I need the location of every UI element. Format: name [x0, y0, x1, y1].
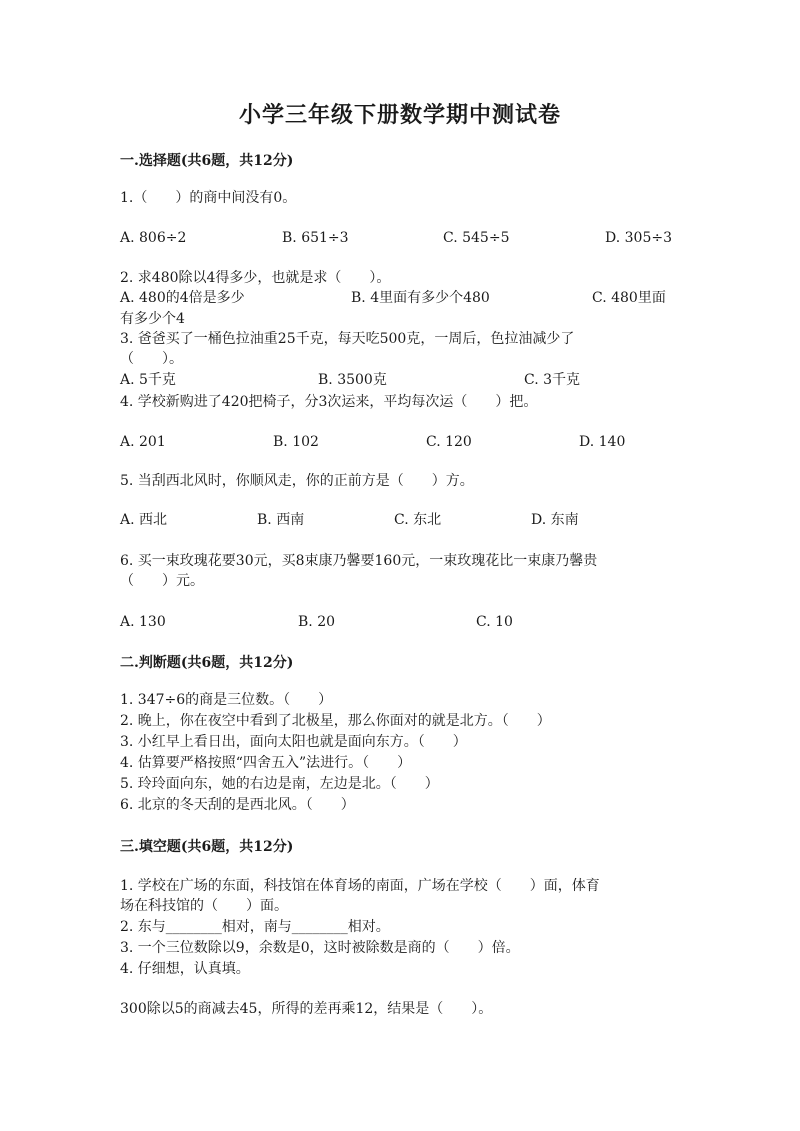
fill-item-1: 1. 学校在广场的东面，科技馆在体育场的南面，广场在学校（ ）面，体育 [120, 878, 600, 894]
q4-option-b: B. 102 [273, 434, 319, 450]
judge-item-6: 6. 北京的冬天刮的是西北风。（ ） [120, 797, 355, 813]
q2-option-b: B. 4里面有多少个480 [351, 290, 490, 306]
question-6-continued: （ ）元。 [120, 573, 204, 589]
judge-item-1: 1. 347÷6的商是三位数。（ ） [120, 692, 333, 708]
fill-item-4: 4. 仔细想，认真填。 [120, 961, 250, 977]
q1-option-a: A. 806÷2 [120, 230, 187, 246]
fill-item-4-problem: 300除以5的商减去45，所得的差再乘12，结果是（ ）。 [120, 1001, 493, 1017]
q6-option-b: B. 20 [298, 614, 336, 630]
question-6: 6. 买一束玫瑰花要30元，买8束康乃馨要160元，一束玫瑰花比一束康乃馨贵 [120, 553, 598, 569]
q1-option-b: B. 651÷3 [282, 230, 349, 246]
judge-item-4: 4. 估算要严格按照“四舍五入”法进行。（ ） [120, 755, 412, 771]
q5-option-d: D. 东南 [531, 512, 579, 528]
question-1: 1.（ ）的商中间没有0。 [120, 190, 297, 206]
judge-item-3: 3. 小红早上看日出，面向太阳也就是面向东方。（ ） [120, 734, 467, 750]
q3-option-b: B. 3500克 [318, 372, 387, 388]
q6-option-a: A. 130 [120, 614, 166, 630]
section-heading-fill: 三.填空题(共6题，共12分) [120, 839, 294, 855]
q2-option-c: C. 480里面 [592, 290, 666, 306]
q4-option-c: C. 120 [426, 434, 472, 450]
q5-option-a: A. 西北 [120, 512, 168, 528]
q1-option-d: D. 305÷3 [605, 230, 672, 246]
fill-item-1-continued: 场在科技馆的（ ）面。 [120, 898, 288, 914]
q3-option-a: A. 5千克 [120, 372, 176, 388]
question-5: 5. 当刮西北风时，你顺风走，你的正前方是（ ）方。 [120, 473, 474, 489]
page-title: 小学三年级下册数学期中测试卷 [238, 102, 561, 128]
question-2: 2. 求480除以4得多少，也就是求（ ）。 [120, 270, 391, 286]
judge-item-2: 2. 晚上，你在夜空中看到了北极星，那么你面对的就是北方。（ ） [120, 713, 551, 729]
q1-option-c: C. 545÷5 [443, 230, 510, 246]
question-4: 4. 学校新购进了420把椅子，分3次运来，平均每次运（ ）把。 [120, 394, 538, 410]
q4-option-a: A. 201 [120, 434, 166, 450]
section-heading-judge: 二.判断题(共6题，共12分) [120, 655, 294, 671]
question-3-continued: （ ）。 [120, 351, 183, 367]
q3-option-c: C. 3千克 [524, 372, 581, 388]
q5-option-c: C. 东北 [394, 512, 442, 528]
fill-item-3: 3. 一个三位数除以9，余数是0，这时被除数是商的（ ）倍。 [120, 940, 520, 956]
judge-item-5: 5. 玲玲面向东，她的右边是南，左边是北。（ ） [120, 776, 439, 792]
q6-option-c: C. 10 [476, 614, 513, 630]
q2-option-c-continued: 有多少个4 [120, 311, 185, 327]
q2-option-a: A. 480的4倍是多少 [120, 290, 245, 306]
question-3: 3. 爸爸买了一桶色拉油重25千克，每天吃500克，一周后，色拉油减少了 [120, 331, 575, 347]
q5-option-b: B. 西南 [257, 512, 305, 528]
section-heading-choice: 一.选择题(共6题，共12分) [120, 153, 294, 169]
q4-option-d: D. 140 [579, 434, 626, 450]
fill-item-2: 2. 东与________相对，南与________相对。 [120, 919, 390, 935]
